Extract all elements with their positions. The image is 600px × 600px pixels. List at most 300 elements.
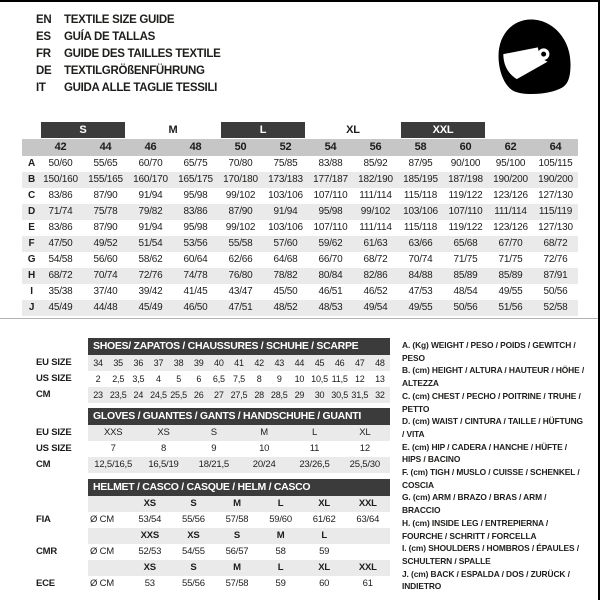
- standard-label: CMR: [36, 546, 58, 557]
- helmet-size-header-cmr: [36, 528, 390, 544]
- value-cell: 36: [133, 358, 144, 368]
- measure-value: 95/98: [183, 222, 208, 233]
- value-cell: 6,5: [212, 374, 225, 384]
- value-cell: [346, 544, 390, 560]
- measure-value: 150/160: [38, 172, 83, 188]
- measure-value: 49/54: [353, 300, 398, 316]
- measure-value: 82/86: [353, 268, 398, 284]
- measure-value: 95/98: [308, 204, 353, 220]
- size-label: S: [233, 530, 241, 541]
- corner-cell: [22, 139, 38, 156]
- value-cell: 30: [314, 390, 325, 400]
- measure-value: 52/58: [533, 300, 578, 316]
- measure-value: 87/91: [533, 268, 578, 284]
- size-number-row: [22, 139, 578, 156]
- helmet-value-row-fia: [36, 512, 390, 528]
- size-label: M: [276, 530, 285, 541]
- measure-value: 74/78: [173, 268, 218, 284]
- value-cell: 23: [93, 390, 103, 400]
- measure-value: 46/51: [318, 286, 343, 297]
- spacer: [36, 528, 88, 544]
- size-label: XXS: [140, 530, 159, 541]
- title-text: GUIDA ALLE TAGLIE TESSILI: [64, 82, 218, 94]
- value-cell: 12,5/16,5: [94, 459, 133, 470]
- value-cell: S: [210, 427, 217, 438]
- legend-item-B: B. (cm) HEIGHT / ALTURA / HAUTEUR / HÖHE / ALTEZZA: [402, 365, 585, 389]
- measure-value: 53/56: [173, 236, 218, 252]
- value-cell: XL: [359, 427, 371, 438]
- legend-item-A: A. (Kg) WEIGHT / PESO / POIDS / GEWITCH / PESO: [402, 340, 576, 363]
- measure-value: 185/195: [398, 172, 443, 188]
- measure-value: 43/47: [228, 286, 253, 297]
- measure-value: 87/95: [408, 158, 433, 169]
- measure-value: 70/74: [83, 268, 128, 284]
- measure-value: 103/106: [268, 190, 303, 201]
- measure-value: 51/56: [488, 300, 533, 316]
- size-group-M: M: [168, 124, 178, 136]
- value-cell: XS: [157, 427, 170, 438]
- helmet-size-table: [36, 479, 390, 592]
- measure-value: 111/114: [359, 190, 392, 201]
- measure-value: 65/75: [183, 158, 208, 169]
- measure-value: 99/102: [225, 222, 256, 233]
- measure-value: 84/88: [398, 268, 443, 284]
- value-cell: 7,5: [233, 374, 245, 384]
- measure-value: 187/198: [443, 172, 488, 188]
- measure-value: 62/66: [228, 254, 253, 265]
- value-row: [88, 512, 390, 528]
- measure-value: 59/62: [308, 236, 353, 252]
- value-row: [88, 371, 390, 387]
- size-number: 64: [533, 139, 578, 156]
- measure-value: 91/94: [138, 222, 163, 233]
- value-cell: XXS: [103, 427, 123, 438]
- size-number: 54: [308, 139, 353, 156]
- measure-value: 75/78: [83, 204, 128, 220]
- measure-value: 83/86: [48, 222, 73, 233]
- language-code: FR: [36, 48, 51, 60]
- section-header-row: [36, 338, 390, 355]
- spacer: [88, 496, 128, 512]
- title-language-row: [36, 29, 221, 46]
- measure-value: 58/62: [138, 254, 163, 265]
- spacer: [88, 560, 128, 576]
- row-label: B: [22, 172, 38, 188]
- value-cell: 20/24: [252, 459, 276, 470]
- measure-value: 177/187: [308, 172, 353, 188]
- measure-value: 115/119: [533, 204, 578, 220]
- measure-value: 123/126: [493, 190, 528, 201]
- shoes-size-table: [36, 338, 390, 403]
- value-cell: 54/55: [182, 546, 205, 557]
- measure-value: 190/200: [533, 172, 578, 188]
- measure-value: 119/122: [448, 190, 483, 201]
- measure-value: 45/49: [128, 300, 173, 316]
- measure-value: 50/60: [48, 158, 73, 169]
- measure-value: 55/58: [218, 236, 263, 252]
- row-label: G: [27, 254, 36, 265]
- value-cell: 12: [359, 443, 370, 454]
- measure-value: 123/126: [493, 222, 528, 233]
- measure-row-G: [22, 252, 578, 268]
- value-cell: 55/56: [182, 578, 205, 589]
- value-cell: 26: [193, 390, 204, 400]
- size-label: S: [190, 498, 197, 509]
- size-label: XS: [143, 562, 156, 573]
- measure-value: 47/51: [218, 300, 263, 316]
- spacer: [36, 496, 88, 512]
- value-cell: L: [311, 427, 318, 438]
- row-label: F: [22, 236, 38, 252]
- value-cell: 23,5: [109, 390, 127, 400]
- value-row: [88, 576, 390, 592]
- value-cell: 2: [95, 374, 101, 384]
- measure-value: 51/54: [128, 236, 173, 252]
- helmet-value-row-ece: [36, 576, 390, 592]
- size-number: 58: [398, 139, 443, 156]
- measure-value: 37/40: [93, 286, 118, 297]
- value-cell: 60: [319, 578, 330, 589]
- value-cell: 55/56: [182, 514, 205, 525]
- size-number: 60: [443, 139, 488, 156]
- value-cell: 23/26,5: [299, 459, 330, 470]
- value-cell: 25,5: [170, 390, 187, 400]
- value-cell: 28: [254, 390, 264, 400]
- size-label-row: [88, 560, 390, 576]
- size-label: XXL: [358, 498, 377, 509]
- value-row: [88, 457, 390, 473]
- shoes-row-cm: [36, 387, 390, 403]
- row-label: CM: [36, 459, 51, 470]
- measure-value: 111/114: [488, 204, 533, 220]
- value-cell: 53: [144, 578, 155, 589]
- value-cell: 8: [256, 374, 262, 384]
- value-cell: 35: [113, 358, 123, 368]
- measure-row-D: [22, 204, 578, 220]
- helmet-value-row-cmr: [36, 544, 390, 560]
- value-row: [88, 544, 390, 560]
- measure-value: 103/106: [398, 204, 443, 220]
- measure-row-E: [22, 220, 578, 236]
- measure-value: 160/170: [128, 172, 173, 188]
- standard-label: ECE: [36, 578, 55, 589]
- legend-item-F: F. (cm) TIGH / MUSLO / CUISSE / SCHENKEL / COSCIA: [402, 467, 580, 490]
- measure-value: 127/130: [538, 190, 573, 201]
- spacer: [88, 528, 128, 544]
- measurement-legend: [402, 339, 586, 593]
- title-language-row: [36, 46, 221, 63]
- size-number: 52: [263, 139, 308, 156]
- value-cell: 5: [176, 374, 181, 384]
- measure-value: 85/92: [363, 158, 388, 169]
- size-number: 48: [173, 139, 218, 156]
- measure-value: 68/72: [533, 236, 578, 252]
- title-text: TEXTILGRÖßENFÜHRUNG: [64, 65, 205, 77]
- helmet-size-header-ece: [36, 560, 390, 576]
- size-label: L: [277, 562, 284, 573]
- spacer: [36, 479, 88, 496]
- measure-value: 50/56: [543, 286, 568, 297]
- size-group-empty: [488, 122, 533, 138]
- section-header-row: [36, 479, 390, 496]
- value-cell: 28,5: [270, 390, 288, 400]
- title-text: TEXTILE SIZE GUIDE: [64, 14, 175, 26]
- measure-value: 115/118: [403, 190, 438, 201]
- row-label: H: [22, 268, 38, 284]
- racing-helmet-icon: [487, 8, 583, 106]
- value-cell: 9: [276, 374, 282, 384]
- spacer: [36, 338, 88, 355]
- value-cell: 52/53: [138, 546, 162, 557]
- size-number: 46: [128, 139, 173, 156]
- shoes-section-title: SHOES/ ZAPATOS / CHAUSSURES / SCHUHE / SCARPE: [88, 338, 390, 355]
- value-cell: 12: [354, 374, 365, 384]
- language-code: ES: [36, 31, 51, 43]
- measure-value: 119/122: [448, 222, 483, 233]
- measure-value: 170/180: [218, 172, 263, 188]
- value-cell: 10: [259, 443, 270, 454]
- language-code: IT: [36, 82, 46, 94]
- measure-value: 49/55: [498, 286, 523, 297]
- language-code: EN: [36, 14, 52, 26]
- gloves-row-us-size: [36, 441, 390, 457]
- value-cell: 59: [275, 578, 286, 589]
- measure-value: 91/94: [138, 190, 163, 201]
- value-cell: 42: [254, 358, 264, 368]
- value-cell: 43: [274, 358, 285, 368]
- value-cell: 11: [309, 443, 320, 454]
- measure-value: 60/70: [138, 158, 163, 169]
- legend-item-G: G. (cm) ARM / BRAZO / BRAS / ARM / BRACCIO: [402, 492, 547, 516]
- section-header-row: [36, 408, 390, 425]
- measure-value: 173/183: [263, 172, 308, 188]
- gloves-size-table: [36, 408, 390, 473]
- measure-row-C: [22, 188, 578, 204]
- size-label: XL: [318, 498, 331, 509]
- measure-value: 67/70: [488, 236, 533, 252]
- size-number: 42: [38, 139, 83, 156]
- value-cell: 47: [354, 358, 365, 368]
- value-cell: 10: [294, 374, 305, 384]
- value-cell: 63/64: [356, 514, 380, 525]
- measure-value: 111/114: [359, 222, 392, 233]
- spacer: [36, 560, 88, 576]
- measure-value: 87/90: [93, 190, 118, 201]
- measure-value: 35/38: [48, 286, 73, 297]
- measure-value: 41/45: [183, 286, 208, 297]
- measure-value: 47/50: [38, 236, 83, 252]
- measure-value: 90/100: [450, 158, 481, 169]
- measure-value: 48/52: [263, 300, 308, 316]
- measure-value: 95/100: [495, 158, 526, 169]
- value-cell: 11,5: [331, 374, 348, 384]
- size-label: XS: [187, 530, 200, 541]
- measure-value: 83/86: [48, 190, 73, 201]
- measure-value: 99/102: [353, 204, 398, 220]
- shoes-row-eu-size: [36, 355, 390, 371]
- measure-value: 75/85: [273, 158, 298, 169]
- value-cell: 53/54: [138, 514, 162, 525]
- measure-value: 65/68: [443, 236, 488, 252]
- value-cell: 6: [196, 374, 202, 384]
- measure-value: 91/94: [263, 204, 308, 220]
- measure-value: 55/65: [93, 158, 118, 169]
- title-language-row: [36, 12, 221, 29]
- row-label: EU SIZE: [36, 427, 72, 438]
- value-row: [88, 355, 390, 371]
- value-cell: M: [260, 427, 269, 438]
- size-group-XL: XL: [346, 124, 360, 136]
- title-text: GUÍA DE TALLAS: [64, 31, 155, 43]
- size-label: XL: [318, 562, 331, 573]
- measure-value: 83/88: [318, 158, 343, 169]
- row-label: J: [22, 300, 38, 316]
- measure-value: 70/80: [228, 158, 253, 169]
- unit-label: Ø CM: [90, 546, 115, 557]
- measure-value: 63/66: [398, 236, 443, 252]
- value-cell: 4: [156, 374, 161, 384]
- measure-value: 107/110: [443, 204, 488, 220]
- measure-value: 45/49: [38, 300, 83, 316]
- value-cell: 31,5: [351, 390, 369, 400]
- helmet-section-title: HELMET / CASCO / CASQUE / HELM / CASCO: [88, 479, 390, 496]
- measure-value: 49/55: [398, 300, 443, 316]
- measure-row-F: [22, 236, 578, 252]
- value-cell: 2,5: [112, 374, 125, 384]
- value-cell: 24,5: [150, 390, 167, 400]
- value-cell: 40: [214, 358, 224, 368]
- measure-value: 48/54: [453, 286, 478, 297]
- measure-value: 165/175: [173, 172, 218, 188]
- measure-value: 103/106: [268, 222, 303, 233]
- measure-value: 72/76: [543, 254, 568, 265]
- measure-value: 64/68: [273, 254, 298, 265]
- measure-value: 107/110: [313, 190, 348, 201]
- measure-value: 61/63: [353, 236, 398, 252]
- measure-value: 127/130: [538, 222, 573, 233]
- legend-item-D: D. (cm) WAIST / CINTURA / TAILLE / HÜFTUNG / VITA: [402, 416, 583, 439]
- measure-row-H: [22, 268, 578, 284]
- measure-value: 85/89: [443, 268, 488, 284]
- size-label: S: [190, 562, 197, 573]
- value-row: [88, 425, 390, 441]
- size-number: 50: [218, 139, 263, 156]
- size-number: 44: [83, 139, 128, 156]
- size-label: XXL: [358, 562, 377, 573]
- measure-value: 87/90: [93, 222, 118, 233]
- value-cell: 7: [110, 443, 116, 454]
- measure-value: 46/52: [363, 286, 388, 297]
- measure-value: 68/72: [38, 268, 83, 284]
- measure-value: 80/84: [308, 268, 353, 284]
- language-code: DE: [36, 65, 52, 77]
- measure-value: 182/190: [353, 172, 398, 188]
- row-label: EU SIZE: [36, 357, 72, 368]
- value-cell: 39: [193, 358, 204, 368]
- value-cell: 57/58: [225, 514, 249, 525]
- measure-value: 71/75: [498, 254, 523, 265]
- size-number: 62: [488, 139, 533, 156]
- measure-value: 50/56: [443, 300, 488, 316]
- measure-value: 115/118: [403, 222, 438, 233]
- title-block: [36, 12, 221, 97]
- value-cell: 45: [314, 358, 325, 368]
- size-label: M: [233, 498, 241, 509]
- row-label: A: [27, 158, 36, 169]
- measure-row-I: [22, 284, 578, 300]
- value-cell: 10,5: [311, 374, 328, 384]
- gloves-row-eu-size: [36, 425, 390, 441]
- measure-value: 72/76: [128, 268, 173, 284]
- standard-label: FIA: [36, 514, 51, 525]
- value-cell: 58: [275, 546, 286, 557]
- size-group-S: S: [41, 122, 125, 138]
- shoes-row-us-size: [36, 371, 390, 387]
- measure-row-A: [22, 156, 578, 172]
- size-label: M: [233, 562, 241, 573]
- legend-item-E: E. (cm) HIP / CADERA / HANCHE / HÜFTE / HIPS / BACINO: [402, 441, 568, 465]
- value-cell: 25,5/30: [349, 459, 380, 470]
- helmet-size-header-fia: [36, 496, 390, 512]
- measure-row-B: [22, 172, 578, 188]
- measure-value: 54/58: [48, 254, 73, 265]
- unit-label: Ø CM: [90, 514, 115, 525]
- legend-item-I: I. (cm) SHOULDERS / HOMBROS / ÉPAULES / SCHULTERN / SPALLE: [402, 543, 579, 566]
- section-divider: [0, 318, 600, 319]
- row-label: D: [22, 204, 38, 220]
- row-label: US SIZE: [36, 373, 72, 384]
- measure-value: 48/53: [308, 300, 353, 316]
- measure-value: 95/98: [183, 190, 208, 201]
- title-language-row: [36, 80, 221, 97]
- value-cell: 61: [362, 578, 373, 589]
- value-cell: 41: [234, 358, 244, 368]
- value-cell: 30,5: [331, 390, 349, 400]
- measure-value: 190/200: [488, 172, 533, 188]
- value-cell: 18/21,5: [198, 459, 229, 470]
- unit-label: Ø CM: [90, 578, 115, 589]
- measure-value: 49/52: [83, 236, 128, 252]
- value-cell: 59: [319, 546, 330, 557]
- measure-value: 79/82: [128, 204, 173, 220]
- measure-value: 107/110: [313, 222, 348, 233]
- measure-value: 60/64: [183, 254, 208, 265]
- legend-item-H: H. (cm) INSIDE LEG / ENTREPIERNA / FOURCHE / SCHRITT / FORCELLA: [402, 517, 549, 541]
- spacer: [36, 408, 88, 425]
- measure-value: 76/80: [218, 268, 263, 284]
- size-label: L: [321, 530, 327, 541]
- value-cell: 61/62: [312, 514, 336, 525]
- measure-value: 68/72: [363, 254, 388, 265]
- measure-value: 47/53: [408, 286, 433, 297]
- measure-value: 78/82: [263, 268, 308, 284]
- measure-value: 57/60: [263, 236, 308, 252]
- value-cell: 24: [133, 390, 144, 400]
- value-cell: 56/57: [225, 546, 249, 557]
- legend-item-J: J. (cm) BACK / ESPALDA / DOS / ZURÜCK / INDIETRO: [402, 568, 570, 592]
- measure-value: 87/90: [218, 204, 263, 220]
- measure-value: 155/165: [83, 172, 128, 188]
- value-cell: 38: [173, 358, 184, 368]
- size-group-row: [22, 122, 578, 138]
- value-cell: 48: [375, 358, 385, 368]
- value-cell: 27: [214, 390, 224, 400]
- size-group-XXL: XXL: [401, 122, 485, 138]
- value-cell: 37: [153, 358, 164, 368]
- title-text: GUIDE DES TAILLES TEXTILE: [64, 48, 221, 60]
- value-row: [88, 441, 390, 457]
- measure-value: 66/70: [318, 254, 343, 265]
